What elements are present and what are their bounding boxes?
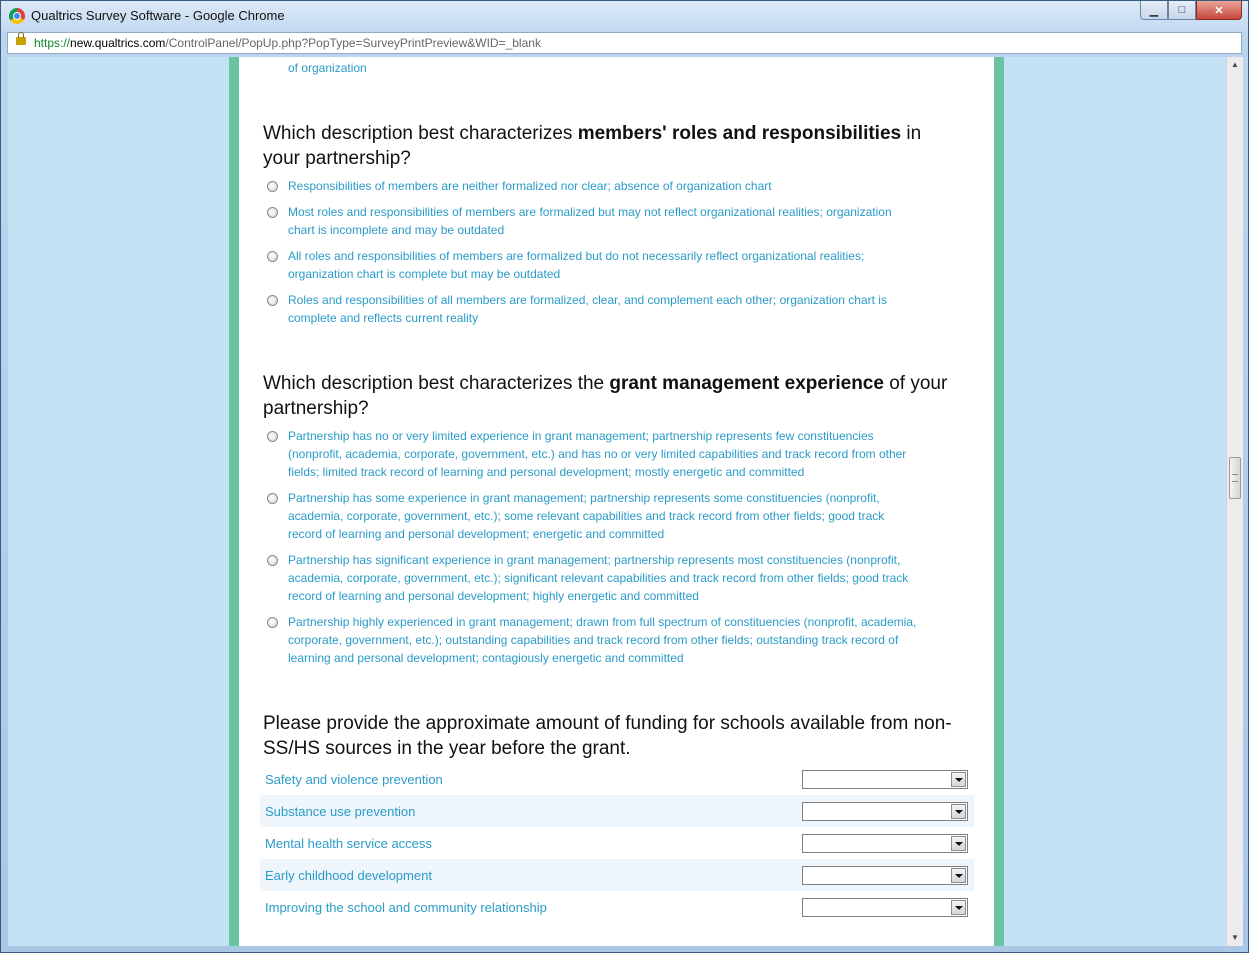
option-label: Partnership has some experience in grant management; partnership represents some constituencies (nonprofit, academia, corporate, government, etc.); some relevant capabilities and track record from other fields; good track record of learning and personal development; energetic and committed	[288, 491, 885, 541]
chrome-icon	[9, 8, 25, 24]
maximize-icon: □	[1178, 4, 1186, 16]
answer-option[interactable]	[267, 203, 917, 239]
scroll-thumb[interactable]	[1229, 457, 1241, 499]
funding-select[interactable]	[802, 802, 968, 821]
matrix-row	[260, 795, 974, 827]
vertical-scrollbar[interactable]	[1226, 57, 1243, 946]
row-label: Improving the school and community relationship	[265, 900, 547, 915]
chevron-down-icon[interactable]	[951, 900, 966, 915]
row-label: Mental health service access	[265, 836, 432, 851]
survey-preview	[229, 57, 1004, 946]
url-path: /ControlPanel/PopUp.php?PopType=SurveyPrintPreview&WID=_blank	[165, 36, 541, 50]
funding-select[interactable]	[802, 770, 968, 789]
question-emphasis: members' roles and responsibilities	[577, 123, 902, 144]
radio-button[interactable]	[267, 431, 278, 442]
lock-icon	[16, 37, 26, 45]
radio-button[interactable]	[267, 555, 278, 566]
chevron-down-icon[interactable]	[951, 804, 966, 819]
url-scheme: https://	[34, 36, 71, 50]
row-label: Early childhood development	[265, 868, 432, 883]
close-icon: ✕	[1214, 4, 1224, 17]
answer-option[interactable]	[267, 247, 917, 283]
question-funding: Please provide the approximate amount of funding for schools available from non-SS/HS sources in the year before the grant.	[263, 713, 952, 759]
matrix-row	[260, 827, 974, 859]
question-prefix: Which description best characterizes	[263, 123, 578, 144]
window-title: Qualtrics Survey Software - Google Chrome	[31, 8, 285, 23]
chevron-down-icon[interactable]	[951, 868, 966, 883]
option-label: Partnership has significant experience in grant management; partnership represents most constituencies (nonprofit, academia, corporate, government, etc.); significant relevant capabilities and track record from other fields; good track record of learning and personal development; highly energetic and committed	[288, 553, 909, 603]
question-emphasis: grant management experience	[609, 373, 884, 394]
minimize-icon: ▁	[1149, 4, 1159, 17]
matrix-row	[260, 891, 974, 923]
answer-option[interactable]	[267, 291, 917, 327]
address-bar[interactable]	[7, 32, 1242, 54]
funding-select[interactable]	[802, 866, 968, 885]
option-label: Responsibilities of members are neither formalized nor clear; absence of organization chart	[288, 179, 772, 193]
minimize-button[interactable]	[1140, 1, 1168, 20]
answer-option[interactable]	[267, 613, 917, 667]
funding-select[interactable]	[802, 834, 968, 853]
option-fragment: of organization	[288, 61, 367, 75]
answer-option[interactable]	[267, 427, 917, 481]
row-label: Substance use prevention	[265, 804, 416, 819]
radio-button[interactable]	[267, 181, 278, 192]
radio-button[interactable]	[267, 295, 278, 306]
radio-button[interactable]	[267, 493, 278, 504]
option-label: Partnership has no or very limited experience in grant management; partnership represents few constituencies (nonprofit, academia, corporate, government, etc.) and has no or very limited capabilities and track record from other fields; limited track record of learning and personal development; mostly energetic and committed	[288, 429, 907, 479]
radio-button[interactable]	[267, 617, 278, 628]
chevron-down-icon[interactable]	[951, 772, 966, 787]
answer-option[interactable]	[267, 489, 917, 543]
answer-option[interactable]	[267, 551, 917, 605]
option-label: Roles and responsibilities of all members are formalized, clear, and complement each other; organization chart is complete and reflects current reality	[288, 293, 887, 325]
radio-button[interactable]	[267, 207, 278, 218]
matrix-row	[260, 859, 974, 891]
option-label: Most roles and responsibilities of members are formalized but may not reflect organizational realities; organization chart is incomplete and may be outdated	[288, 205, 892, 237]
row-label: Safety and violence prevention	[265, 772, 443, 787]
question-suffix: of your partnership?	[263, 373, 948, 419]
url-text[interactable]	[34, 36, 541, 50]
scroll-down-icon[interactable]: ▼	[1231, 933, 1239, 942]
matrix-row	[260, 763, 974, 795]
question-prefix: Which description best characterizes the	[263, 373, 610, 394]
funding-select[interactable]	[802, 898, 968, 917]
scroll-up-icon[interactable]: ▲	[1231, 60, 1239, 69]
question-roles	[263, 121, 963, 171]
option-label: All roles and responsibilities of members are formalized but do not necessarily reflect organizational realities; organization chart is complete but may be outdated	[288, 249, 865, 281]
window-controls	[1140, 1, 1242, 20]
answer-option[interactable]	[267, 177, 917, 195]
question-suffix: in your partnership?	[263, 123, 922, 169]
page-viewport	[8, 57, 1243, 946]
maximize-button[interactable]	[1168, 1, 1196, 20]
close-button[interactable]	[1196, 1, 1242, 20]
url-host: new.qualtrics.com	[70, 36, 166, 50]
option-label: Partnership highly experienced in grant management; drawn from full spectrum of constituencies (nonprofit, academia, corporate, government, etc.); outstanding capabilities and track record from other fields; outstanding track record of learning and personal development; contagiously energetic and committed	[288, 615, 917, 665]
question-grant-management	[263, 371, 963, 421]
title-bar[interactable]	[1, 1, 1248, 31]
radio-button[interactable]	[267, 251, 278, 262]
chevron-down-icon[interactable]	[951, 836, 966, 851]
